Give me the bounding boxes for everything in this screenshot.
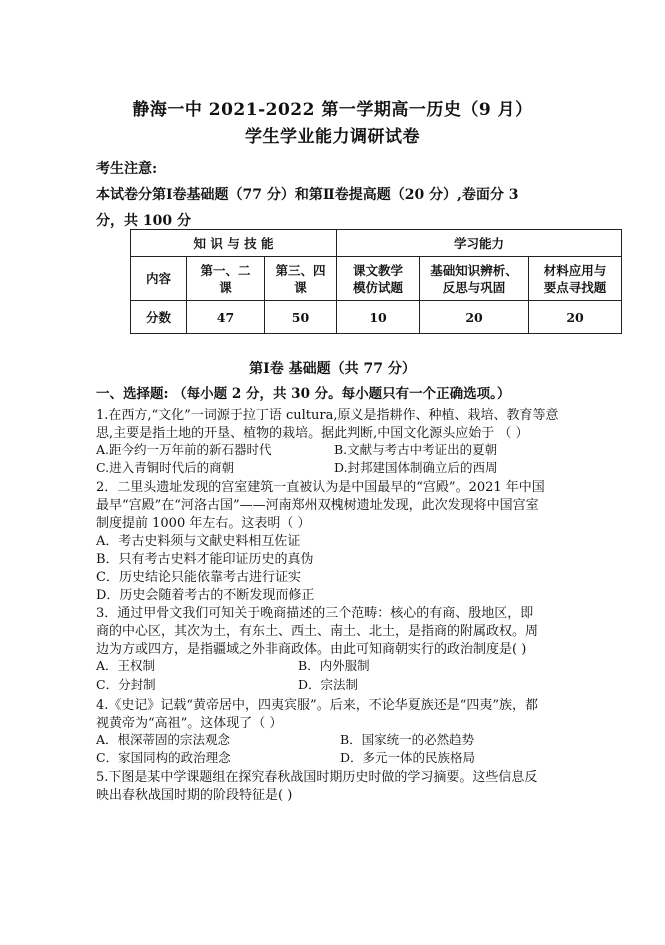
section-title: 第Ⅰ卷 基础题（共 77 分） bbox=[249, 361, 416, 377]
q1-option-c: C.进入青铜时代后的商朝 bbox=[96, 460, 235, 475]
table-cell: 材料应用与 要点寻找题 bbox=[529, 257, 622, 301]
score-table-header-row bbox=[131, 230, 622, 257]
q3-option-a: A．王权制 bbox=[96, 658, 156, 673]
q3-text-line: 3．通过甲骨文我们可知关于晚商描述的三个范畴：核心的有商、殷地区，即 bbox=[96, 606, 534, 621]
row-label-content: 内容 bbox=[131, 257, 187, 301]
q3-text-line: 边为方或四方，是指疆域之外非商政体。由此可知商朝实行的政治制度是( ) bbox=[96, 642, 527, 657]
q5-text-line: 映出春秋战国时期的阶段特征是( ) bbox=[96, 788, 293, 803]
table-cell: 20 bbox=[529, 301, 622, 334]
q1-option-a: A.距今约一万年前的新石器时代 bbox=[96, 442, 272, 457]
table-cell: 47 bbox=[187, 301, 265, 334]
notice-line-2: 分，共 100 分 bbox=[96, 213, 191, 229]
table-cell: 20 bbox=[420, 301, 529, 334]
q2-option-a: A．考古史料须与文献史料相互佐证 bbox=[96, 534, 301, 549]
table-cell: 第一、二 课 bbox=[187, 257, 265, 301]
table-cell: 第三、四 课 bbox=[265, 257, 337, 301]
q1-option-b: B.文献与考古中考证出的夏朝 bbox=[334, 442, 498, 457]
q2-option-b: B．只有考古史料才能印证历史的真伪 bbox=[96, 552, 314, 567]
table-cell: 10 bbox=[337, 301, 420, 334]
q1-text-line: 思,主要是指土地的开垦、植物的栽培。据此判断,中国文化源头应始于 （ ） bbox=[96, 426, 529, 441]
table-cell: 课文教学 模仿试题 bbox=[337, 257, 420, 301]
q3-option-c: C．分封制 bbox=[96, 677, 156, 692]
q2-text-line: 2．二里头遗址发现的宫室建筑一直被认为是中国最早的“宫殿”。2021 年中国 bbox=[96, 480, 545, 495]
q4-option-b: B．国家统一的必然趋势 bbox=[340, 732, 475, 747]
exam-title: 静海一中 2021-2022 第一学期高一历史（9 月） bbox=[132, 100, 533, 120]
row-label-score: 分数 bbox=[131, 301, 187, 334]
q3-option-d: D．宗法制 bbox=[298, 677, 359, 692]
q4-option-c: C．家国同构的政治理念 bbox=[96, 750, 231, 765]
q2-option-c: C．历史结论只能依靠考古进行证实 bbox=[96, 570, 301, 585]
q3-text-line: 商的中心区，其次为土，有东土、西土、南土、北土，是指商的附属政权。周 bbox=[96, 624, 539, 639]
table-cell: 基础知识辨析、 反思与巩固 bbox=[420, 257, 529, 301]
score-table bbox=[130, 229, 622, 334]
part-heading: 一、选择题: （每小题 2 分，共 30 分。每小题只有一个正确选项。） bbox=[96, 386, 511, 402]
notice-line-1: 本试卷分第Ⅰ卷基础题（77 分）和第Ⅱ卷提高题（20 分）,卷面分 3 bbox=[96, 187, 519, 203]
q2-text-line: 最早“宫殿”在“河洛古国”——河南郑州双槐树遗址发现，此次发现将中国宫室 bbox=[96, 498, 539, 513]
q4-option-a: A．根深蒂固的宗法观念 bbox=[96, 732, 231, 747]
q4-option-d: D．多元一体的民族格局 bbox=[340, 750, 476, 765]
exam-subtitle: 学生学业能力调研试卷 bbox=[245, 127, 420, 147]
score-table-content-row bbox=[131, 257, 622, 301]
group-knowledge-skills: 知 识 与 技 能 bbox=[131, 230, 337, 257]
score-table-score-row bbox=[131, 301, 622, 334]
q5-text-line: 5.下图是某中学课题组在探究春秋战国时期历史时做的学习摘要。这些信息反 bbox=[96, 770, 538, 785]
q2-option-d: D．历史会随着考古的不断发现而修正 bbox=[96, 588, 315, 603]
table-cell: 50 bbox=[265, 301, 337, 334]
q3-option-b: B．内外服制 bbox=[298, 658, 370, 673]
q1-option-d: D.封邦建国体制确立后的西周 bbox=[334, 460, 498, 475]
q1-text-line: 1.在西方,“文化”一词源于拉丁语 cultura,原义是指耕作、种植、栽培、教育等意 bbox=[96, 408, 559, 423]
group-learning-ability: 学习能力 bbox=[337, 230, 622, 257]
q4-text-line: 4.《史记》记载“黄帝居中，四夷宾服”。后来，不论华夏族还是“四夷”族，都 bbox=[96, 698, 538, 713]
notice-label: 考生注意: bbox=[96, 161, 158, 177]
q4-text-line: 视黄帝为“高祖”。这体现了（ ） bbox=[96, 716, 283, 731]
q2-text-line: 制度提前 1000 年左右。这表明（ ） bbox=[96, 516, 311, 531]
